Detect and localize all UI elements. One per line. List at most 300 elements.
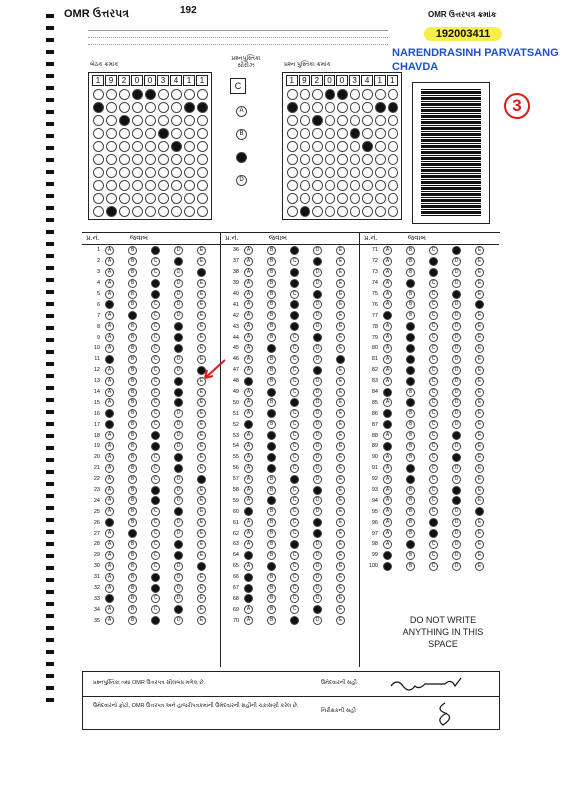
answer-bubble[interactable]: C	[151, 322, 160, 331]
answer-bubble[interactable]: C	[151, 562, 160, 571]
answer-bubble[interactable]: A	[244, 562, 253, 571]
digit-bubble[interactable]	[337, 128, 348, 139]
answer-bubble[interactable]: A	[383, 529, 392, 538]
answer-bubble[interactable]: E	[475, 420, 484, 429]
answer-bubble[interactable]: A	[383, 366, 392, 375]
answer-bubble[interactable]: B	[406, 551, 415, 560]
answer-bubble[interactable]: A	[244, 464, 253, 473]
answer-bubble[interactable]: D	[174, 246, 183, 255]
answer-bubble[interactable]: A	[244, 486, 253, 495]
answer-bubble[interactable]: B	[267, 246, 276, 255]
answer-bubble[interactable]: D	[313, 442, 322, 451]
answer-bubble[interactable]: E	[475, 486, 484, 495]
answer-bubble[interactable]: B	[267, 594, 276, 603]
answer-bubble[interactable]	[406, 540, 415, 549]
digit-bubble[interactable]	[287, 102, 298, 113]
answer-bubble[interactable]	[429, 257, 438, 266]
answer-bubble[interactable]: D	[452, 420, 461, 429]
answer-bubble[interactable]	[105, 409, 114, 418]
digit-bubble[interactable]	[350, 128, 361, 139]
answer-bubble[interactable]: B	[128, 409, 137, 418]
digit-bubble[interactable]	[119, 141, 130, 152]
answer-bubble[interactable]: D	[313, 464, 322, 473]
answer-bubble[interactable]: A	[244, 540, 253, 549]
answer-bubble[interactable]	[174, 377, 183, 386]
answer-bubble[interactable]: D	[174, 311, 183, 320]
answer-bubble[interactable]: C	[290, 573, 299, 582]
answer-bubble[interactable]: A	[244, 311, 253, 320]
digit-bubble[interactable]	[184, 89, 195, 100]
answer-bubble[interactable]: D	[174, 268, 183, 277]
digit-bubble[interactable]	[337, 167, 348, 178]
answer-bubble[interactable]	[406, 464, 415, 473]
answer-bubble[interactable]: E	[336, 388, 345, 397]
answer-bubble[interactable]: E	[197, 322, 206, 331]
answer-bubble[interactable]: E	[336, 551, 345, 560]
answer-bubble[interactable]: A	[105, 377, 114, 386]
answer-bubble[interactable]	[151, 573, 160, 582]
digit-bubble[interactable]	[145, 141, 156, 152]
answer-bubble[interactable]: C	[151, 518, 160, 527]
answer-bubble[interactable]: E	[336, 431, 345, 440]
digit-bubble[interactable]	[184, 167, 195, 178]
answer-bubble[interactable]: C	[429, 496, 438, 505]
digit-bubble[interactable]	[145, 154, 156, 165]
answer-bubble[interactable]: D	[452, 355, 461, 364]
answer-bubble[interactable]: C	[151, 268, 160, 277]
answer-bubble[interactable]: B	[128, 496, 137, 505]
digit-bubble[interactable]	[132, 193, 143, 204]
answer-bubble[interactable]	[406, 322, 415, 331]
answer-bubble[interactable]	[313, 486, 322, 495]
answer-bubble[interactable]: A	[105, 584, 114, 593]
digit-bubble[interactable]	[132, 102, 143, 113]
answer-bubble[interactable]: E	[336, 507, 345, 516]
digit-bubble[interactable]	[197, 180, 208, 191]
digit-bubble[interactable]	[145, 89, 156, 100]
answer-bubble[interactable]: C	[290, 496, 299, 505]
answer-bubble[interactable]: B	[128, 398, 137, 407]
answer-bubble[interactable]: B	[267, 616, 276, 625]
answer-bubble[interactable]: E	[475, 279, 484, 288]
answer-bubble[interactable]: E	[197, 246, 206, 255]
answer-bubble[interactable]: A	[383, 453, 392, 462]
digit-bubble[interactable]	[158, 193, 169, 204]
answer-bubble[interactable]	[452, 246, 461, 255]
answer-bubble[interactable]: C	[151, 377, 160, 386]
answer-bubble[interactable]	[290, 616, 299, 625]
digit-bubble[interactable]	[325, 141, 336, 152]
digit-bubble[interactable]	[312, 141, 323, 152]
answer-bubble[interactable]: A	[105, 333, 114, 342]
answer-bubble[interactable]: C	[429, 409, 438, 418]
digit-bubble[interactable]	[300, 193, 311, 204]
answer-bubble[interactable]: C	[290, 355, 299, 364]
answer-bubble[interactable]: A	[383, 290, 392, 299]
answer-bubble[interactable]: D	[452, 551, 461, 560]
answer-bubble[interactable]: D	[174, 300, 183, 309]
answer-bubble[interactable]	[128, 529, 137, 538]
answer-bubble[interactable]: D	[452, 398, 461, 407]
answer-bubble[interactable]: B	[128, 377, 137, 386]
answer-bubble[interactable]: B	[267, 518, 276, 527]
answer-bubble[interactable]: C	[429, 475, 438, 484]
answer-bubble[interactable]: C	[429, 486, 438, 495]
digit-bubble[interactable]	[300, 141, 311, 152]
answer-bubble[interactable]: A	[244, 616, 253, 625]
answer-bubble[interactable]: E	[197, 507, 206, 516]
answer-bubble[interactable]: B	[267, 257, 276, 266]
digit-bubble[interactable]	[312, 89, 323, 100]
answer-bubble[interactable]: B	[267, 366, 276, 375]
answer-bubble[interactable]: B	[406, 529, 415, 538]
answer-bubble[interactable]: A	[105, 311, 114, 320]
answer-bubble[interactable]	[174, 551, 183, 560]
digit-bubble[interactable]	[325, 89, 336, 100]
answer-bubble[interactable]: B	[267, 475, 276, 484]
digit-bubble[interactable]	[325, 193, 336, 204]
answer-bubble[interactable]: E	[475, 518, 484, 527]
answer-bubble[interactable]: C	[151, 507, 160, 516]
digit-bubble[interactable]	[197, 141, 208, 152]
answer-bubble[interactable]: B	[128, 290, 137, 299]
answer-bubble[interactable]	[313, 257, 322, 266]
answer-bubble[interactable]: A	[244, 518, 253, 527]
answer-bubble[interactable]	[105, 420, 114, 429]
digit-bubble[interactable]	[325, 102, 336, 113]
answer-bubble[interactable]	[383, 420, 392, 429]
answer-bubble[interactable]: E	[197, 496, 206, 505]
answer-bubble[interactable]: C	[151, 366, 160, 375]
answer-bubble[interactable]: E	[197, 344, 206, 353]
answer-bubble[interactable]: D	[452, 540, 461, 549]
answer-bubble[interactable]: D	[452, 562, 461, 571]
answer-bubble[interactable]	[174, 507, 183, 516]
answer-bubble[interactable]	[452, 290, 461, 299]
answer-bubble[interactable]: C	[429, 507, 438, 516]
answer-bubble[interactable]: D	[313, 594, 322, 603]
answer-bubble[interactable]	[429, 268, 438, 277]
answer-bubble[interactable]	[244, 377, 253, 386]
answer-bubble[interactable]: A	[244, 388, 253, 397]
answer-bubble[interactable]: A	[105, 573, 114, 582]
answer-bubble[interactable]: C	[151, 257, 160, 266]
answer-bubble[interactable]: B	[128, 573, 137, 582]
answer-bubble[interactable]	[290, 540, 299, 549]
answer-bubble[interactable]: D	[452, 518, 461, 527]
digit-bubble[interactable]	[325, 128, 336, 139]
answer-bubble[interactable]: D	[174, 409, 183, 418]
answer-bubble[interactable]	[128, 311, 137, 320]
answer-bubble[interactable]: A	[244, 246, 253, 255]
answer-bubble[interactable]: C	[151, 300, 160, 309]
answer-bubble[interactable]: E	[197, 290, 206, 299]
answer-bubble[interactable]: B	[128, 268, 137, 277]
answer-bubble[interactable]: B	[267, 268, 276, 277]
answer-bubble[interactable]: E	[336, 322, 345, 331]
answer-bubble[interactable]: A	[105, 290, 114, 299]
answer-bubble[interactable]	[105, 300, 114, 309]
answer-bubble[interactable]: A	[105, 268, 114, 277]
answer-bubble[interactable]: D	[313, 562, 322, 571]
digit-bubble[interactable]	[93, 115, 104, 126]
answer-bubble[interactable]	[267, 409, 276, 418]
digit-bubble[interactable]	[350, 102, 361, 113]
answer-bubble[interactable]	[267, 388, 276, 397]
answer-bubble[interactable]: D	[452, 344, 461, 353]
answer-bubble[interactable]: A	[105, 453, 114, 462]
answer-bubble[interactable]: A	[105, 529, 114, 538]
digit-bubble[interactable]	[375, 128, 386, 139]
digit-bubble[interactable]	[362, 193, 373, 204]
digit-bubble[interactable]	[119, 115, 130, 126]
answer-bubble[interactable]: A	[383, 246, 392, 255]
answer-bubble[interactable]: C	[151, 409, 160, 418]
digit-bubble[interactable]	[375, 193, 386, 204]
answer-bubble[interactable]: D	[313, 453, 322, 462]
answer-bubble[interactable]: E	[197, 420, 206, 429]
answer-bubble[interactable]: C	[429, 300, 438, 309]
answer-bubble[interactable]: A	[244, 300, 253, 309]
answer-bubble[interactable]: A	[383, 322, 392, 331]
answer-bubble[interactable]: C	[290, 507, 299, 516]
answer-bubble[interactable]: C	[429, 333, 438, 342]
answer-bubble[interactable]: D	[174, 355, 183, 364]
answer-bubble[interactable]: B	[128, 464, 137, 473]
digit-bubble[interactable]	[119, 89, 130, 100]
digit-bubble[interactable]	[287, 193, 298, 204]
answer-bubble[interactable]	[174, 388, 183, 397]
digit-bubble[interactable]	[197, 102, 208, 113]
answer-bubble[interactable]: A	[105, 344, 114, 353]
digit-bubble[interactable]	[350, 115, 361, 126]
answer-bubble[interactable]: D	[174, 529, 183, 538]
digit-bubble[interactable]	[158, 128, 169, 139]
digit-bubble[interactable]	[106, 193, 117, 204]
digit-bubble[interactable]	[132, 89, 143, 100]
answer-bubble[interactable]: B	[406, 409, 415, 418]
answer-bubble[interactable]: A	[244, 453, 253, 462]
digit-bubble[interactable]	[93, 167, 104, 178]
digit-bubble[interactable]	[197, 128, 208, 139]
digit-bubble[interactable]	[375, 115, 386, 126]
answer-bubble[interactable]: D	[313, 431, 322, 440]
answer-bubble[interactable]: E	[475, 409, 484, 418]
answer-bubble[interactable]: B	[406, 518, 415, 527]
answer-bubble[interactable]: E	[475, 453, 484, 462]
digit-bubble[interactable]	[350, 180, 361, 191]
answer-bubble[interactable]	[290, 268, 299, 277]
answer-bubble[interactable]	[290, 279, 299, 288]
answer-bubble[interactable]: B	[267, 605, 276, 614]
answer-bubble[interactable]: E	[336, 420, 345, 429]
answer-bubble[interactable]: D	[452, 442, 461, 451]
answer-bubble[interactable]: E	[197, 486, 206, 495]
digit-bubble[interactable]	[362, 102, 373, 113]
digit-bubble[interactable]	[325, 115, 336, 126]
answer-bubble[interactable]: C	[429, 355, 438, 364]
answer-bubble[interactable]: B	[128, 300, 137, 309]
answer-bubble[interactable]	[197, 268, 206, 277]
answer-bubble[interactable]: D	[452, 507, 461, 516]
answer-bubble[interactable]: B	[128, 333, 137, 342]
answer-bubble[interactable]: E	[197, 584, 206, 593]
answer-bubble[interactable]	[452, 496, 461, 505]
answer-bubble[interactable]: A	[244, 279, 253, 288]
digit-bubble[interactable]	[287, 154, 298, 165]
answer-bubble[interactable]: B	[128, 507, 137, 516]
answer-bubble[interactable]: D	[452, 529, 461, 538]
answer-bubble[interactable]: D	[313, 475, 322, 484]
answer-bubble[interactable]: B	[267, 420, 276, 429]
answer-bubble[interactable]: D	[174, 496, 183, 505]
answer-bubble[interactable]: C	[429, 562, 438, 571]
answer-bubble[interactable]: D	[452, 279, 461, 288]
answer-bubble[interactable]: B	[267, 333, 276, 342]
answer-bubble[interactable]: A	[105, 551, 114, 560]
answer-bubble[interactable]: E	[197, 398, 206, 407]
answer-bubble[interactable]: B	[406, 257, 415, 266]
digit-bubble[interactable]	[287, 115, 298, 126]
answer-bubble[interactable]: B	[267, 529, 276, 538]
answer-bubble[interactable]: C	[290, 290, 299, 299]
answer-bubble[interactable]: A	[244, 322, 253, 331]
answer-bubble[interactable]: D	[313, 398, 322, 407]
answer-bubble[interactable]: E	[475, 464, 484, 473]
answer-bubble[interactable]: E	[475, 529, 484, 538]
answer-bubble[interactable]: A	[105, 464, 114, 473]
answer-bubble[interactable]: B	[128, 257, 137, 266]
digit-bubble[interactable]	[362, 115, 373, 126]
digit-bubble[interactable]	[388, 193, 399, 204]
answer-bubble[interactable]: E	[475, 257, 484, 266]
answer-bubble[interactable]: D	[452, 300, 461, 309]
answer-bubble[interactable]	[383, 409, 392, 418]
answer-bubble[interactable]: E	[197, 388, 206, 397]
digit-bubble[interactable]	[158, 206, 169, 217]
answer-bubble[interactable]: A	[105, 486, 114, 495]
answer-bubble[interactable]	[429, 529, 438, 538]
digit-bubble[interactable]	[388, 128, 399, 139]
answer-bubble[interactable]: D	[452, 333, 461, 342]
answer-bubble[interactable]: A	[105, 322, 114, 331]
digit-bubble[interactable]	[132, 141, 143, 152]
digit-bubble[interactable]	[93, 154, 104, 165]
digit-bubble[interactable]	[312, 206, 323, 217]
series-bubble[interactable]: A	[236, 106, 247, 117]
answer-bubble[interactable]: E	[475, 398, 484, 407]
answer-bubble[interactable]: C	[429, 377, 438, 386]
digit-bubble[interactable]	[106, 180, 117, 191]
answer-bubble[interactable]	[290, 300, 299, 309]
answer-bubble[interactable]: B	[128, 246, 137, 255]
answer-bubble[interactable]: C	[151, 344, 160, 353]
digit-bubble[interactable]	[158, 115, 169, 126]
digit-bubble[interactable]	[93, 89, 104, 100]
digit-bubble[interactable]	[158, 154, 169, 165]
answer-bubble[interactable]	[174, 453, 183, 462]
digit-bubble[interactable]	[388, 115, 399, 126]
digit-bubble[interactable]	[119, 206, 130, 217]
answer-bubble[interactable]	[406, 355, 415, 364]
answer-bubble[interactable]: D	[174, 573, 183, 582]
digit-bubble[interactable]	[337, 206, 348, 217]
digit-bubble[interactable]	[171, 128, 182, 139]
answer-bubble[interactable]: E	[336, 540, 345, 549]
answer-bubble[interactable]: B	[128, 551, 137, 560]
answer-bubble[interactable]: C	[429, 420, 438, 429]
digit-bubble[interactable]	[171, 102, 182, 113]
answer-bubble[interactable]: C	[151, 605, 160, 614]
answer-bubble[interactable]	[244, 573, 253, 582]
digit-bubble[interactable]	[171, 167, 182, 178]
digit-bubble[interactable]	[145, 102, 156, 113]
answer-bubble[interactable]: E	[197, 257, 206, 266]
answer-bubble[interactable]: D	[174, 616, 183, 625]
answer-bubble[interactable]: B	[267, 279, 276, 288]
answer-bubble[interactable]	[383, 311, 392, 320]
answer-bubble[interactable]: E	[475, 311, 484, 320]
answer-bubble[interactable]: A	[105, 398, 114, 407]
answer-bubble[interactable]: A	[105, 562, 114, 571]
answer-bubble[interactable]: D	[174, 584, 183, 593]
answer-bubble[interactable]: E	[336, 398, 345, 407]
answer-bubble[interactable]: D	[452, 366, 461, 375]
answer-bubble[interactable]: D	[174, 420, 183, 429]
answer-bubble[interactable]: C	[429, 551, 438, 560]
digit-bubble[interactable]	[375, 206, 386, 217]
digit-bubble[interactable]	[119, 154, 130, 165]
digit-bubble[interactable]	[158, 180, 169, 191]
answer-bubble[interactable]: D	[313, 344, 322, 353]
answer-bubble[interactable]	[475, 507, 484, 516]
digit-bubble[interactable]	[119, 180, 130, 191]
answer-bubble[interactable]: B	[128, 322, 137, 331]
answer-bubble[interactable]	[267, 344, 276, 353]
answer-bubble[interactable]: E	[197, 464, 206, 473]
digit-bubble[interactable]	[132, 180, 143, 191]
answer-bubble[interactable]	[267, 431, 276, 440]
answer-bubble[interactable]: E	[197, 594, 206, 603]
answer-bubble[interactable]: E	[336, 486, 345, 495]
answer-bubble[interactable]: C	[290, 464, 299, 473]
digit-bubble[interactable]	[106, 206, 117, 217]
digit-bubble[interactable]	[350, 167, 361, 178]
answer-bubble[interactable]: E	[336, 409, 345, 418]
answer-bubble[interactable]: C	[290, 486, 299, 495]
digit-bubble[interactable]	[158, 167, 169, 178]
answer-bubble[interactable]: C	[290, 551, 299, 560]
answer-bubble[interactable]: E	[475, 431, 484, 440]
answer-bubble[interactable]: A	[383, 431, 392, 440]
answer-bubble[interactable]	[336, 355, 345, 364]
answer-bubble[interactable]	[290, 322, 299, 331]
answer-bubble[interactable]	[244, 551, 253, 560]
digit-bubble[interactable]	[197, 89, 208, 100]
answer-bubble[interactable]: A	[244, 344, 253, 353]
answer-bubble[interactable]	[244, 420, 253, 429]
answer-bubble[interactable]: A	[105, 246, 114, 255]
answer-bubble[interactable]: C	[429, 388, 438, 397]
answer-bubble[interactable]: A	[244, 355, 253, 364]
answer-bubble[interactable]: D	[313, 311, 322, 320]
digit-bubble[interactable]	[184, 115, 195, 126]
answer-bubble[interactable]	[105, 594, 114, 603]
answer-bubble[interactable]: B	[406, 420, 415, 429]
digit-bubble[interactable]	[362, 206, 373, 217]
answer-bubble[interactable]	[452, 431, 461, 440]
answer-bubble[interactable]: D	[452, 475, 461, 484]
